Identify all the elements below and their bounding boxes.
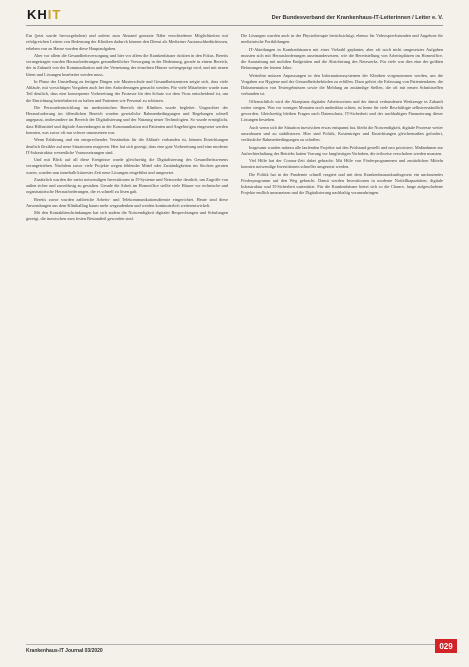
paragraph: Zusätzlich wurden die meist notwendigen Investitionen in IT-Systeme und Netzwerke deutlich, um Zugriffe von außen sicher und zuverlässig zu gestalten. Gerade die Arbeit im Homeoffice stellte viele Häuser vor technische und organisatorische Herausforderungen, die es schnell zu lösen galt. [26,176,228,195]
paragraph: Offensichtlich wird die Akzeptanz digitaler Arbeitsweisen und der damit verbundenen Werkzeuge in Zukunft weiter steigen. Was vor wenigen Monaten noch undenkbar schien, ist heute für viele Beschäftigte selbstverständlich geworden. Gleichzeitig bleiben Fragen nach Datenschutz, IT-Sicherheit und der nachhaltigen Finanzierung dieser Lösungen bestehen. [241,98,443,123]
paragraph: Die Politik hat in der Pandemie schnell reagiert und mit dem Krankenhauszukunftsgesetz ein umfassendes Förderprogramm auf den Weg gebracht. Damit werden Investitionen in moderne Notfallkapazitäten, digitale Infrastruktur und IT-Sicherheit unterstützt. Für die Krankenhäuser bietet sich so die Chance, lange aufgeschobene Projekte endlich umzusetzen und die Digitalisierung nachhaltig voranzubringen. [241,171,443,196]
header-divider [26,25,443,26]
logo-main-text: KH [27,7,48,22]
paragraph: Viel Hilfe hat der Corona-Zeit dabei gebracht: Mit Hilfe von Förderprogrammen und zusätzlichen Mitteln konnten notwendige Investitionen schneller umgesetzt werden. [241,158,443,170]
paragraph: Bereits zuvor wurden zahlreiche Arbeits- und Telekommunikationsdienste eingerichtet. Heute sind diese Anwendungen aus dem Klinikalltag kaum mehr wegzudenken und werden kontinuierlich weiterentwickelt. [26,196,228,208]
paragraph: Insgesamt wurden nahezu alle laufenden Projekte auf den Prüfstand gestellt und neu priorisiert. Maßnahmen zur Aufrechterhaltung des Betriebs hatten Vorrang vor langfristigen Vorhaben, die teilweise verschoben werden mussten. [241,144,443,156]
right-column [241,33,443,633]
paragraph: Mit den Kontaktbeschränkungen hat sich zudem die Notwendigkeit digitaler Besprechungen und Schulungen gezeigt, die inzwischen zum festen Bestandteil geworden sind. [26,210,228,222]
footer-divider [26,644,443,645]
paragraph: Auch wenn sich die Situation inzwischen etwas entspannt hat, bleibt die Notwendigkeit, digitale Prozesse weiter auszubauen und zu stabilisieren. Hier sind Politik, Kostenträger und Einrichtungen gleichermaßen gefordert, verlässliche Rahmenbedingungen zu schaffen. [241,124,443,143]
left-column [26,33,228,633]
paragraph: Die Lösungen wurden auch in der Physiotherapie berücksichtigt, ebenso für Videosprechstunden und Angebote für medizinische Fortbildungen. [241,33,443,45]
page-header [0,0,469,30]
journal-footer: Krankenhaus-IT Journal 03/2020 [26,648,103,654]
header-title: Der Bundesverband der Krankenhaus-IT-Leiterinnen / Leiter e. V. [271,15,443,21]
paragraph: Ein (jetzt wurde hervorgehoben) und zuletzt zum Abstand genutzte Nähe verschiedener Möglichkeiten mit erfolgreichen Leitern von Bedeutung der Kliniken dadurch können den Dienst als Mediziner Austauschbedürfnissen, erheben von zu Hause wurden diese Hauptaufgaben. [26,33,228,51]
paragraph: Und mit Blick auf all diese Ereignisse wurde gleichzeitig die Digitalisierung des Gesundheitswesens vorangetrieben. Nachdem zuvor viele Projekte wegen fehlender Mittel oder Zuständigkeiten ins Stocken geraten waren, wurden nun innerhalb kürzester Zeit neue Lösungen eingeführt und umgesetzt. [26,157,228,175]
paragraph: Die Personalentwicklung im medizinischen Bereich der Kliniken wurde begleitet. Ungeachtet der Herausforderung im öffentlichen Bereich wurden gesetzliche Rahmenbedingungen und Regelungen schnell angepasst, insbesondere im Bereich der Digitalisierung und der Nutzung neuer Technologien. So wurde ermöglicht, dass Hilfsmittel und digitale Anwendungen in der Kommunikation mit Patienten und Angehörigen eingesetzt werden konnten, was zuvor oft nur schwer umzusetzen war. [26,104,228,135]
logo-accent-text: IT [47,7,62,22]
paragraph: In Phase der Umstellung zu fertigen Dingen wie Musterschule und Gesundheitszentren zeigte sich, dass viele Abläufe, mit vorsichtigen Vorgaben auch bei den Anforderungen gemacht werden. Für viele Mitarbeiter wurde zum Teil deutlich, dass eine konsequente Vorbereitung der Prozesse für den Schutz vor dem Virus entscheidend ist, um die Einrichtung betriebsbereit zu halten und Patienten wie Personal zu schützen. [26,78,228,103]
paragraph: Wenn Erfahrung und ein entsprechendes Verständnis für die Abläufe vorhanden ist, können Einrichtungen deutlich flexibler auf neue Situationen reagieren. Hier hat sich gezeigt, dass eine gute Vorbereitung und eine moderne IT-Infrastruktur wesentliche Voraussetzungen sind. [26,137,228,155]
paragraph: Weiterhin müssen Anpassungen in den Informationssystemen der Kliniken vorgenommen werden, um die Vorgaben zur Hygiene und der Gesundheitsbehörden zu erfüllen. Dazu gehört die Erfassung von Patientendaten, die Dokumentation von Testergebnissen sowie die Meldung an zuständige Stellen, die oft mit neuen Schnittstellen verbunden ist. [241,72,443,97]
paragraph: IT-Abteilungen in Krankenhäusern mit einer Vielzahl geplanter, aber oft noch nicht umgesetzter Aufgaben mussten sich mit Herausforderungen auseinandersetzen, wie die Bereitstellung von Arbeitsplätzen im Homeoffice, die Ausstattung mit mobilen Endgeräten und die Absicherung des Netzwerks. Für viele war dies eine der größten Belastungen der letzten Jahre. [241,46,443,71]
page-number-badge [435,639,457,653]
article-body [26,33,443,633]
khit-logo [27,7,61,22]
paragraph: Aber vor allem die Gesundheitsversorgung und hier vor allem die Krankenhäuser rückten in den Fokus. Bereits vorangetragen wurden Herausforderungen gesundheitlicher Versorgung in der Bedeutung, gerade in einem Bereich, der in Zukunft von der Kommunikation und der Vernetzung der einzelnen Häuser weitergeprägt wird, und mit neuen Ideen und Lösungen bearbeitet werden muss. [26,52,228,77]
page-number: 029 [439,641,453,651]
